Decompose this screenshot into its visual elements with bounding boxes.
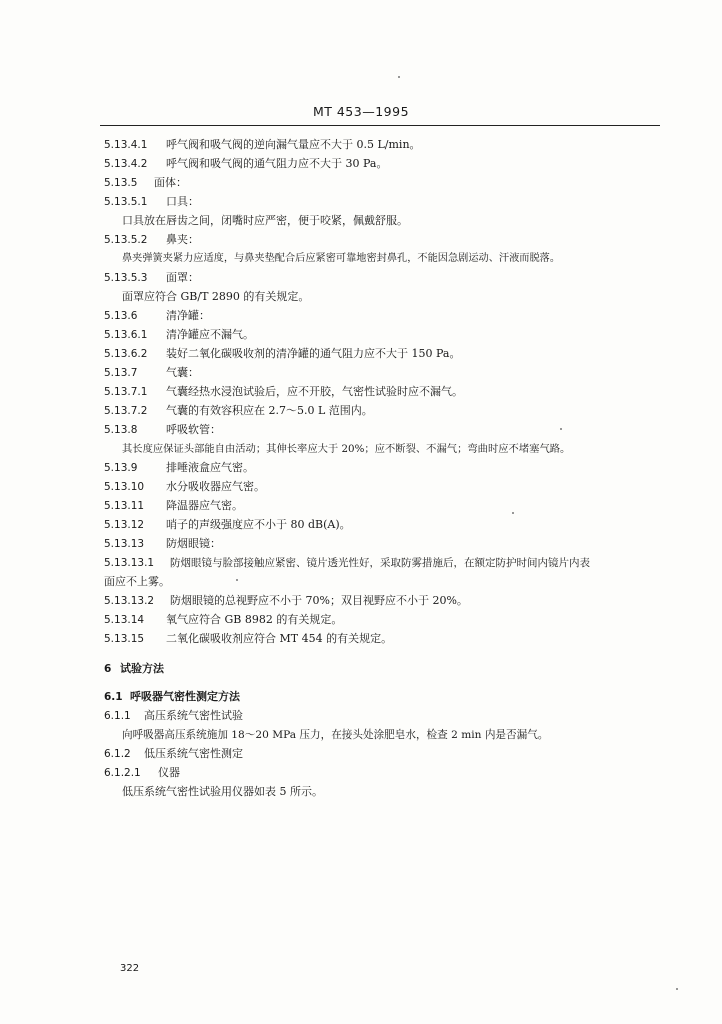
document-page: MT 453—1995 5.13.4.1 呼气阀和吸气阀的逆向漏气量应不大于 0.5 L/min。 5.13.4.2 呼气阀和吸气阀的通气阻力应不大于 30 Pa。 5.13.5 面体： 5.13.5.1 口具： 口具放在唇齿之间，闭嘴时应严密，便于咬紧，佩戴舒服。 5.13.5.2 鼻夹： 鼻夹弹簧夹紧力应适度，与鼻夹垫配合后应紧密可靠地密封鼻孔，不能因急剧运动、汗液而脱落。 5.13.5.3 面罩： 面罩应符合 GB/T 2890 的有关规定。 5.13.6 清净罐： 5.13.6.1 清净罐应不漏气。 5.13.6.2 装好二氧化碳吸收剂的清净罐的通气阻力应不大于 150 Pa。 5.13.7 气囊： 5.13.7.1 气囊经热水浸泡试验后，应不开胶，气密性试验时应不漏气。 5.13.7.2 气囊的有效容积应在 2.7～5.0 L 范围内。 5.13.8 呼吸软管： 其长度应保证头部能自由活动；其伸长率应大于 20%；应不断裂、不漏气；弯曲时应不堵塞气路。 5.13.9 排唾液盒应气密。 5.13.10 水分吸收器应气密。 5.13.11 降温器应气密。 5.13.12 哨子的声级强度应不小于 80 dB(A)。 5.13.13 防烟眼镜： 5.13.13.1 防烟眼镜与脸部接触应紧密、镜片透光性好，采取防雾措施后，在额定防护时间内镜片内表 面应不上雾。 5.13.13.2 防烟眼镜的总视野应不小于 70%；双目视野应不小于 20%。 5.13.14 氧气应符合 GB 8982 的有关规定。 5.13.15 二氧化碳吸收剂应符合 MT 454 的有关规定。 6 试验方法 6.1 呼吸器气密性测定方法 6.1.1 高压系统气密性试验 向呼吸器高压系统施加 18～20 MPa 压力，在接头处涂肥皂水，检查 2 min 内是否漏气。 6.1.2 低压系统气密性测定 6.1.2.1 仪器 低压系统气密性试验用仪器如表 5 所示。 322 (0, 0, 722, 1024)
scan-speck (560, 428, 562, 430)
scan-speck (236, 579, 238, 581)
scan-speck (512, 512, 514, 514)
scan-speck (676, 988, 678, 990)
header-rule (100, 125, 660, 126)
scan-speck (398, 76, 400, 78)
page-header: MT 453—1995 (312, 104, 410, 119)
page-number: 322 (120, 963, 140, 974)
